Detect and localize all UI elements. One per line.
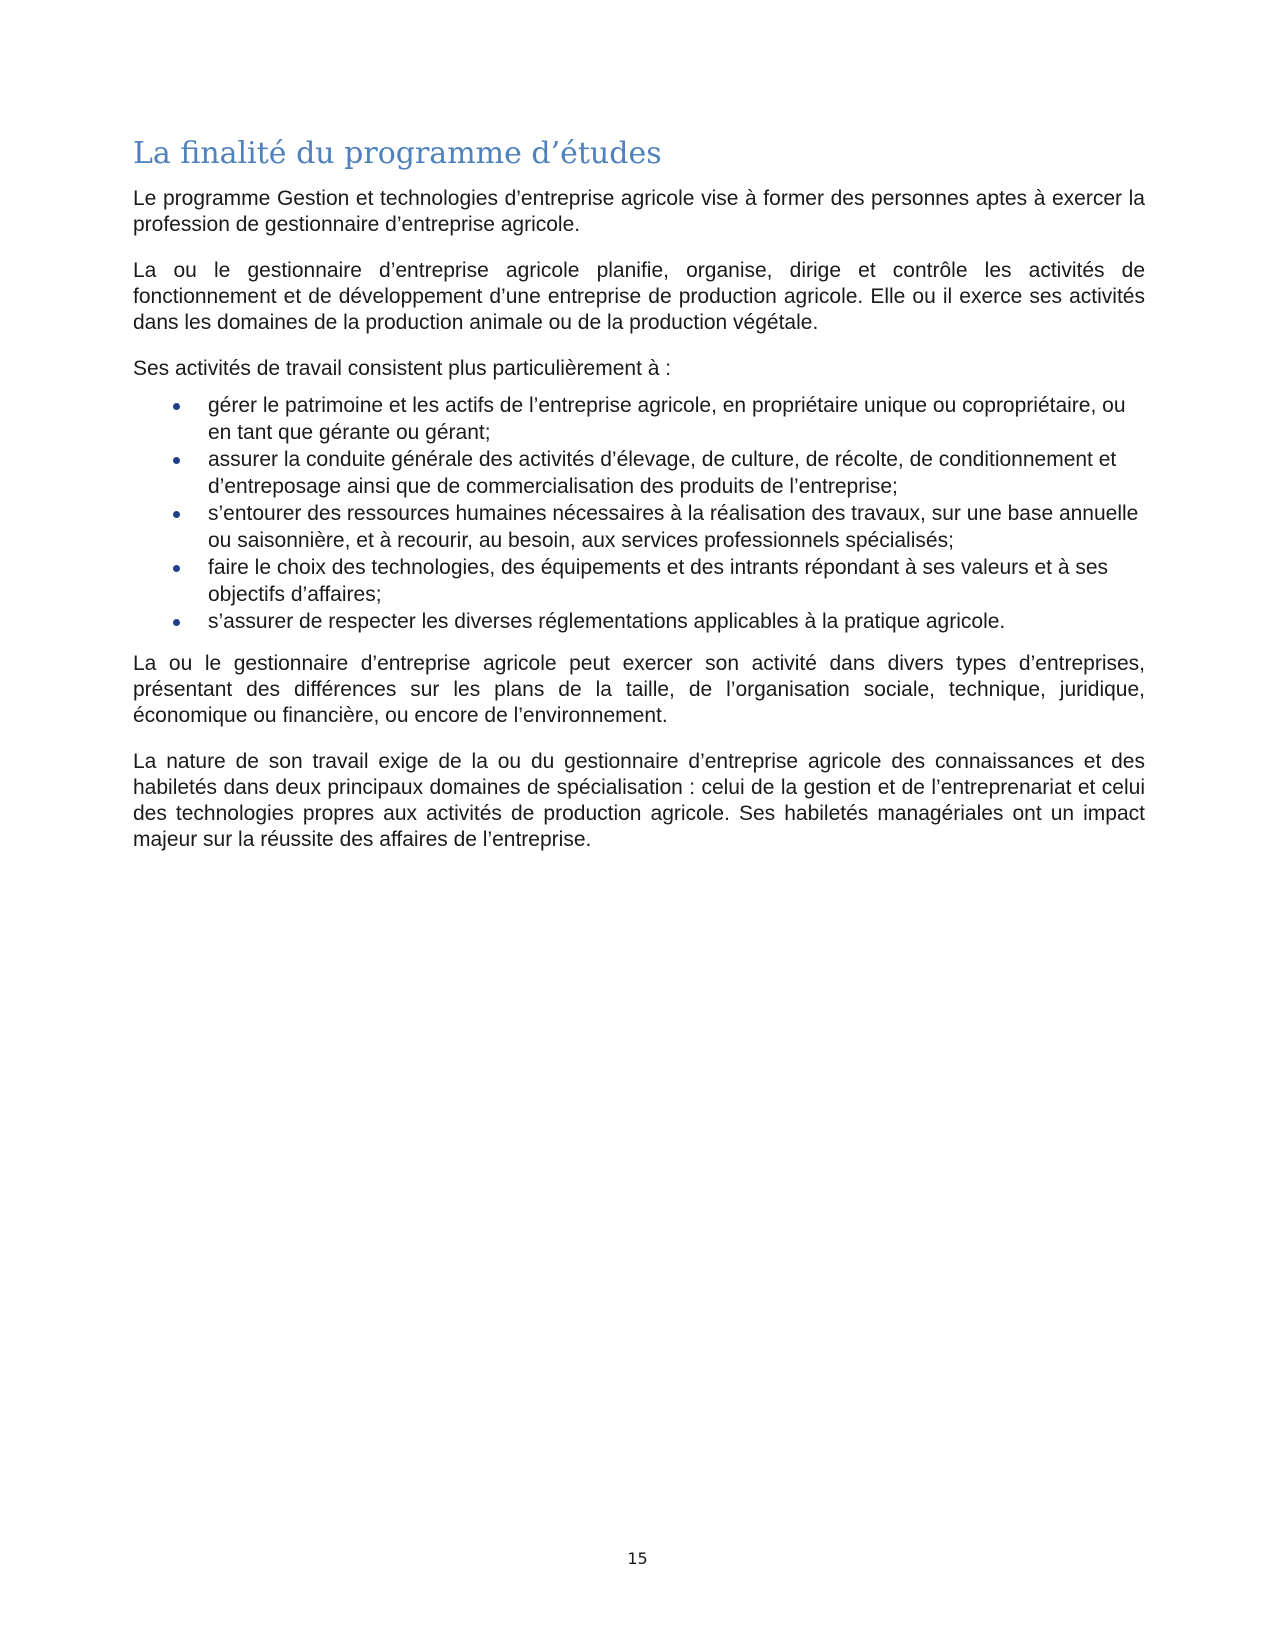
activities-list bbox=[133, 392, 1145, 635]
list-item-text: gérer le patrimoine et les actifs de l’entreprise agricole, en propriétaire unique ou copropriétaire, ou en tant que gérante ou gérant; bbox=[208, 394, 1126, 444]
list-item bbox=[133, 554, 1145, 608]
paragraph-role: La ou le gestionnaire d’entreprise agricole planifie, organise, dirige et contrôle les activités de fonctionnement et de développement d’une entreprise de production agricole. Elle ou il exerce ses activités dans les domaines de la production animale ou de la production végétale. bbox=[133, 259, 1145, 334]
list-item-text: faire le choix des technologies, des équipements et des intrants répondant à ses valeurs et à ses objectifs d’affaires; bbox=[208, 556, 1109, 606]
paragraph-nature-of-work: La nature de son travail exige de la ou du gestionnaire d’entreprise agricole des connaissances et des habiletés dans deux principaux domaines de spécialisation : celui de la gestion et de l’entreprenariat et celui des technologies propres aux activités de production agricole. Ses habiletés managériales ont un impact majeur sur la réussite des affaires de l’entreprise. bbox=[133, 750, 1145, 851]
list-item bbox=[133, 446, 1145, 500]
bullet-icon bbox=[173, 565, 180, 572]
list-item-text: assurer la conduite générale des activités d’élevage, de culture, de récolte, de conditionnement et d’entreposage ainsi que de commercialisation des produits de l’entreprise; bbox=[208, 448, 1117, 498]
list-item bbox=[133, 608, 1145, 635]
list-item bbox=[133, 392, 1145, 446]
paragraph-enterprise-types: La ou le gestionnaire d’entreprise agricole peut exercer son activité dans divers types d’entreprises, présentant des différences sur les plans de la taille, de l’organisation sociale, technique, juridique, économique ou financière, ou encore de l’environnement. bbox=[133, 652, 1145, 727]
paragraph-activities-lead: Ses activités de travail consistent plus particulièrement à : bbox=[133, 357, 672, 380]
bullet-icon bbox=[173, 457, 180, 464]
list-item-text: s’assurer de respecter les diverses réglementations applicables à la pratique agricole. bbox=[208, 610, 1006, 633]
paragraph-intro: Le programme Gestion et technologies d’entreprise agricole vise à former des personnes aptes à exercer la profession de gestionnaire d’entreprise agricole. bbox=[133, 187, 1145, 236]
list-item-text: s’entourer des ressources humaines nécessaires à la réalisation des travaux, sur une base annuelle ou saisonnière, et à recourir, au besoin, aux services professionnels spécialisés; bbox=[208, 502, 1139, 552]
list-item bbox=[133, 500, 1145, 554]
bullet-icon bbox=[173, 511, 180, 518]
section-heading: La finalité du programme d’études bbox=[133, 136, 662, 171]
document-page bbox=[133, 136, 1145, 873]
page-number: 15 bbox=[627, 1549, 648, 1568]
bullet-icon bbox=[173, 619, 180, 626]
bullet-icon bbox=[173, 403, 180, 410]
